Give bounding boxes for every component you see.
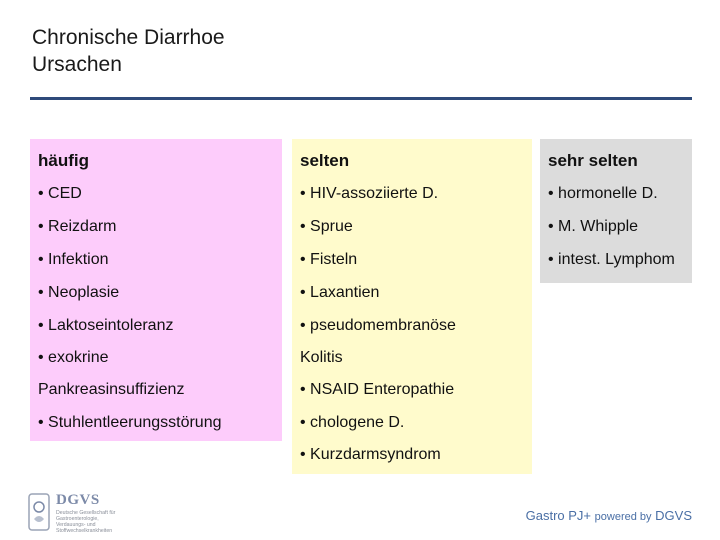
- dgvs-logo-icon: [28, 493, 50, 531]
- column-haeufig: [30, 139, 282, 441]
- slide-title-line1: Chronische Diarrhoe: [32, 26, 225, 49]
- list-item: • Stuhlentleerungsstörung: [38, 414, 222, 431]
- list-item: • Neoplasie: [38, 284, 120, 301]
- list-item: • hormonelle D.: [548, 185, 658, 202]
- list-item: • pseudomembranöse: [300, 317, 456, 334]
- footer-brand: DGVS: [655, 508, 692, 523]
- column-sehr-selten: [540, 139, 692, 283]
- list-item: • Sprue: [300, 218, 353, 235]
- list-item: • exokrine: [38, 349, 109, 366]
- column-header: sehr selten: [548, 151, 638, 170]
- list-item: • NSAID Enteropathie: [300, 381, 455, 398]
- slide-title: [32, 24, 225, 78]
- logo-subtitle-line: Verdauungs- und: [56, 522, 96, 528]
- list-item: • Kurzdarmsyndrom: [300, 446, 441, 463]
- list-item: • Laktoseintoleranz: [38, 317, 174, 334]
- footer-powered: powered by: [594, 511, 652, 523]
- list-item: • Reizdarm: [38, 218, 117, 235]
- footer-credit: [526, 508, 692, 523]
- list-item: • intest. Lymphom: [548, 251, 675, 268]
- logo-subtitle: [56, 510, 156, 534]
- title-divider: [30, 97, 692, 100]
- column-header: selten: [300, 151, 350, 170]
- list-item: • Laxantien: [300, 284, 380, 301]
- list-item: • HIV-assoziierte D.: [300, 185, 439, 202]
- list-item: • Fisteln: [300, 251, 358, 268]
- list-item: Pankreasinsuffizienz: [38, 381, 185, 398]
- list-item: • chologene D.: [300, 414, 405, 431]
- slide-title-line2: Ursachen: [32, 53, 122, 76]
- list-item: Kolitis: [300, 349, 343, 366]
- list-item: • CED: [38, 185, 82, 202]
- column-selten: [292, 139, 532, 474]
- logo-subtitle-line: Gastroenterologie,: [56, 516, 99, 522]
- logo-subtitle-line: Stoffwechselkrankheiten: [56, 528, 113, 534]
- dgvs-logo: [28, 491, 158, 537]
- footer-text: Gastro PJ+: [525, 508, 592, 523]
- logo-name: DGVS: [56, 492, 100, 508]
- list-item: • Infektion: [38, 251, 109, 268]
- list-item: • M. Whipple: [548, 218, 639, 235]
- column-header: häufig: [38, 151, 89, 170]
- logo-subtitle-line: Deutsche Gesellschaft für: [56, 510, 116, 516]
